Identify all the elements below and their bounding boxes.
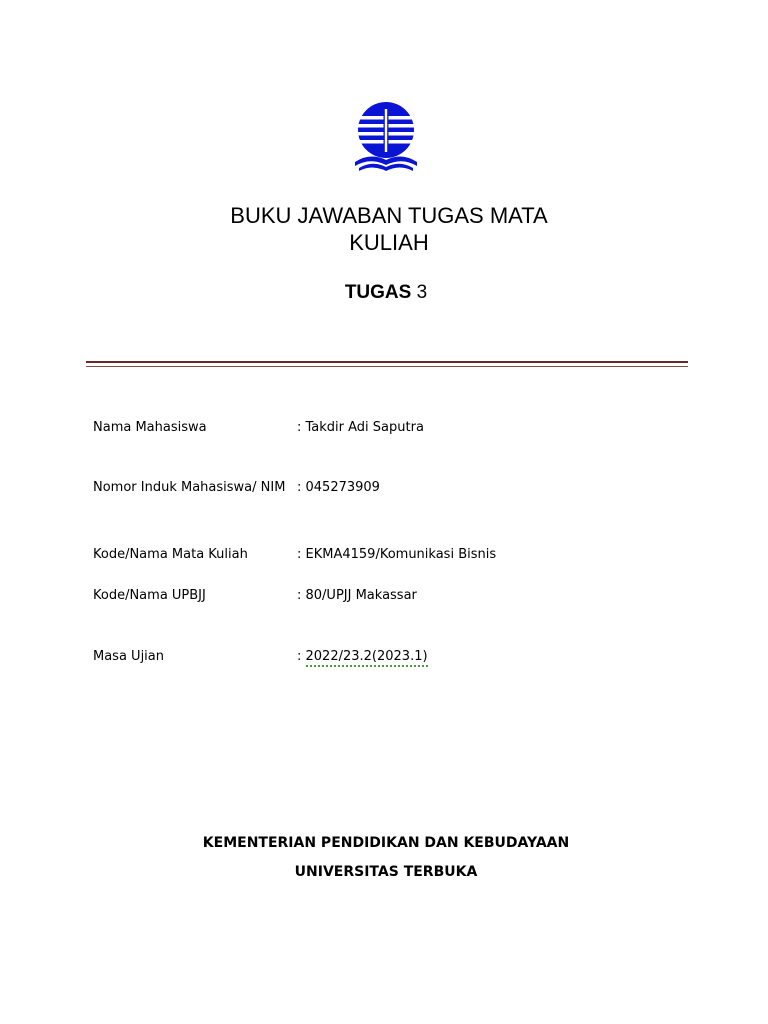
field-value-prefix: : — [297, 649, 306, 664]
footer-ministry: KEMENTERIAN PENDIDIKAN DAN KEBUDAYAAN — [202, 835, 570, 851]
divider-line-thick — [86, 361, 688, 363]
document-title — [0, 202, 768, 256]
open-university-logo-icon — [353, 100, 419, 174]
field-label: Nama Mahasiswa — [93, 420, 207, 435]
assignment-number: 3 — [416, 282, 428, 303]
assignment-heading — [0, 281, 768, 305]
divider-line-thin — [86, 366, 688, 367]
assignment-label: TUGAS — [344, 282, 412, 303]
field-label: Masa Ujian — [93, 649, 164, 664]
footer-university: UNIVERSITAS TERBUKA — [294, 864, 478, 880]
field-value: : 80/UPJJ Makassar — [297, 588, 417, 603]
field-value: : 045273909 — [297, 480, 380, 495]
field-label: Nomor Induk Mahasiswa/ NIM — [93, 480, 286, 495]
field-label: Kode/Nama Mata Kuliah — [93, 547, 248, 562]
exam-period-text: 2022/23.2(2023.1) — [306, 649, 428, 667]
title-line-1: BUKU JAWABAN TUGAS MATA — [230, 203, 548, 228]
title-line-2: KULIAH — [349, 230, 429, 255]
field-label: Kode/Nama UPBJJ — [93, 588, 206, 603]
field-value — [297, 649, 428, 665]
field-value: : EKMA4159/Komunikasi Bisnis — [297, 547, 497, 562]
field-value: : Takdir Adi Saputra — [297, 420, 424, 435]
